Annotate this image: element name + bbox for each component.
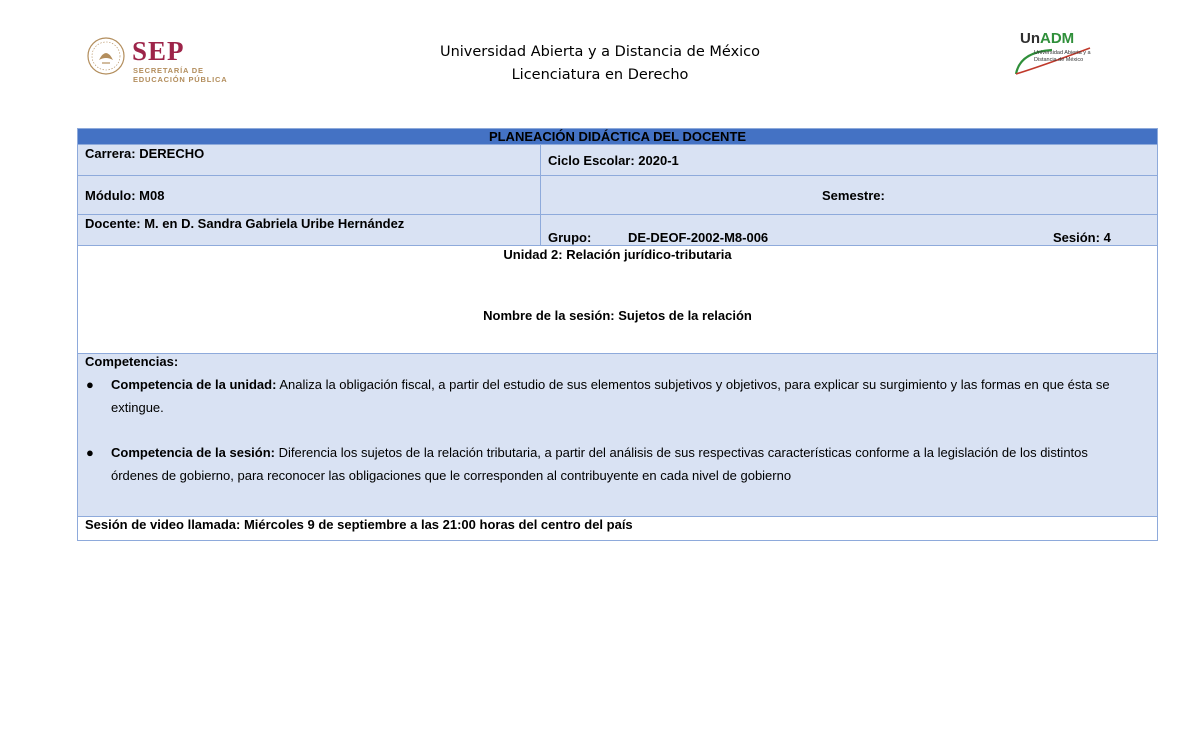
ciclo-cell [541, 145, 1157, 175]
modulo-cell [78, 176, 541, 214]
sep-subtitle-2: EDUCACIÓN PÚBLICA [133, 75, 228, 84]
competencia-unidad-label: Competencia de la unidad: [111, 377, 277, 392]
carrera-cell [78, 145, 541, 175]
list-item [86, 373, 1121, 419]
grupo-label: Grupo: [548, 230, 592, 245]
unadm-subtitle-1: Universidad Abierta y a [1034, 50, 1091, 56]
docente-row [78, 215, 1157, 246]
carrera-text: Carrera: DERECHO [85, 146, 205, 161]
unadm-subtitle-2: Distancia de México [1034, 57, 1084, 63]
docente-text: Docente: M. en D. Sandra Gabriela Uribe Hernández [85, 216, 405, 231]
bullet-icon: ● [86, 377, 94, 392]
unidad-row [78, 246, 1157, 354]
unadm-wordmark: UnADM [1020, 30, 1075, 47]
competencias-row [78, 354, 1157, 517]
videollamada-row [78, 517, 1157, 540]
session-name: Nombre de la sesión: Sujetos de la relación [483, 308, 752, 323]
university-title: Universidad Abierta y a Distancia de México [439, 44, 761, 60]
ciclo-text: Ciclo Escolar: 2020-1 [548, 153, 679, 168]
unadm-logo [1012, 30, 1116, 80]
unidad-title: Unidad 2: Relación jurídico-tributaria [503, 247, 732, 262]
table-title-row [78, 129, 1157, 145]
semestre-cell [541, 176, 1157, 214]
competencia-unidad-text: Analiza la obligación fiscal, a partir del estudio de sus elementos subjetivos y objetivos, para explicar su surgimiento y las formas en que ésta se extingue. [111, 377, 1110, 415]
competencia-sesion-text: Diferencia los sujetos de la relación tributaria, a partir del análisis de sus respectivas características conforme a la legislación de los distintos órdenes de gobierno, para reconocer las obligaciones que le corresponden al contribuyente en cada nivel de gobierno [111, 445, 1088, 483]
videollamada-text: Sesión de video llamada: Miércoles 9 de septiembre a las 21:00 horas del centro del país [85, 517, 633, 532]
bullet-icon: ● [86, 445, 94, 460]
sesion-number: Sesión: 4 [1053, 230, 1111, 245]
sep-subtitle-1: SECRETARÍA DE [133, 66, 204, 75]
docente-cell [78, 215, 541, 245]
competencia-sesion-label: Competencia de la sesión: [111, 445, 275, 460]
semestre-text: Semestre: [822, 188, 885, 203]
competencias-heading: Competencias: [85, 354, 179, 369]
sep-wordmark: SEP [132, 36, 185, 66]
planeacion-table [77, 128, 1158, 541]
grupo-value: DE-DEOF-2002-M8-006 [628, 230, 769, 245]
table-title: PLANEACIÓN DIDÁCTICA DEL DOCENTE [488, 129, 747, 144]
carrera-row [78, 145, 1157, 176]
program-title: Licenciatura en Derecho [511, 67, 689, 83]
modulo-row [78, 176, 1157, 215]
list-item [86, 441, 1121, 487]
grupo-cell [541, 215, 1157, 245]
modulo-text: Módulo: M08 [85, 188, 165, 203]
